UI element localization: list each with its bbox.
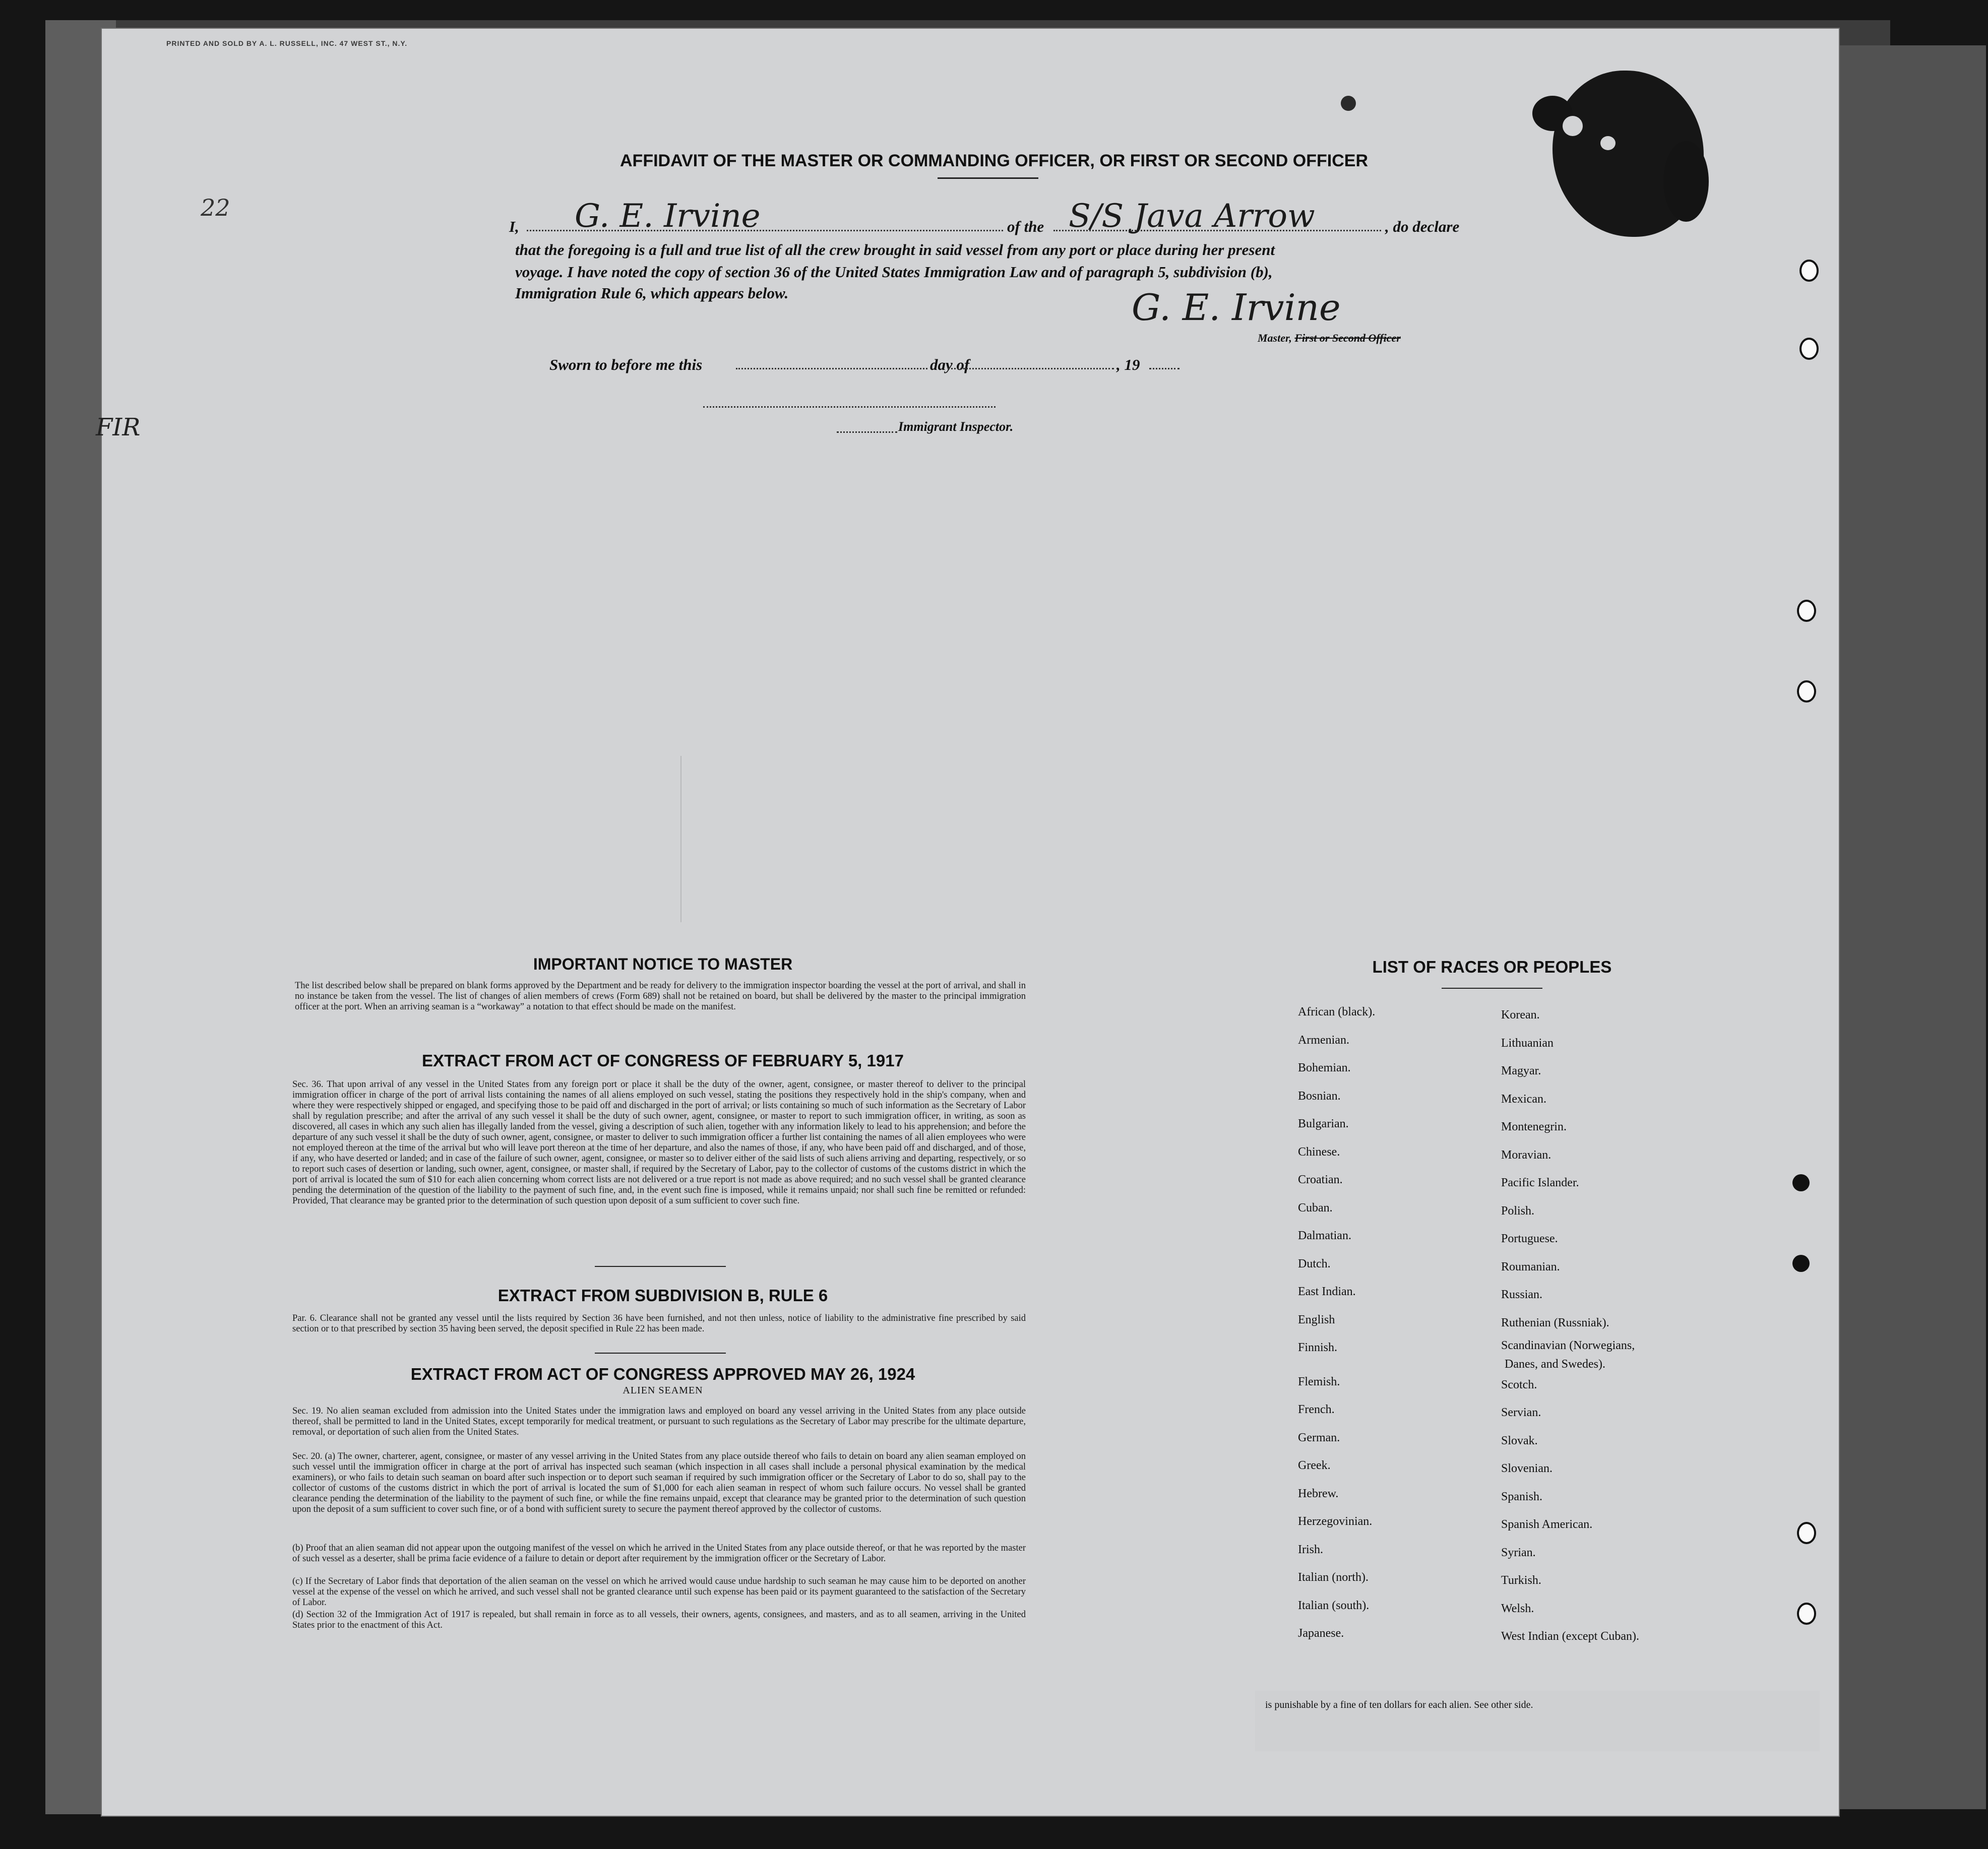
race-item-left: Herzegovinian. — [1298, 1515, 1373, 1528]
sec-20a-text: Sec. 20. (a) The owner, charterer, agent, consignee, or master of any vessel arriving in the United States from any place outside thereof who fails to detain on board any alien seaman employed on such vessel until the immigration officer in charge at the port of arrival has inspected such seaman (which inspection in all cases shall include a personal physical examination by the medical examiners), or who fails to detain such seaman on board after such inspection or to deport such seaman if required by such immigration officer or the Secretary of Labor to do so, shall pay to the collector of customs of the customs district in which the port of arrival is located the sum of $1,000 for each alien seaman in respect of whom such failure occurs. No vessel shall be granted clearance pending the determination of the liability to the payment of such fine, or while the fine remains unpaid, except that clearance may be granted prior to the determination of such question upon the deposit of a sum sufficient to cover such fine, or of a bond with sufficient surety to secure the payment thereof approved by the collector of customs. — [292, 1451, 1026, 1514]
race-item-right: Korean. — [1501, 1008, 1540, 1022]
race-item-right: Ruthenian (Russniak). — [1501, 1316, 1609, 1329]
binder-hole — [1797, 680, 1816, 703]
race-item-right: Mexican. — [1501, 1092, 1546, 1106]
race-item-left: Cuban. — [1298, 1201, 1333, 1215]
vessel-name-handwritten: S/S Java Arrow — [1069, 198, 1315, 235]
race-item-right: Pacific Islander. — [1501, 1176, 1579, 1189]
binder-hole — [1797, 1522, 1816, 1544]
affidavit-line-4: Immigration Rule 6, which appears below. — [515, 284, 789, 302]
notice-body: The list described below shall be prepared on blank forms approved by the Department and be ready for delivery to the immigration inspector boarding the vessel at the port of arrival, and shall in no instance be taken from the vessel. The list of changes of alien members of crews (Form 689) shall not be retained on board, but shall be delivered by the master to the principal immigration officer at the port. When an arriving seaman is a “workaway” a notation to that effect should be made on the manifest. — [295, 981, 1026, 1012]
race-item-left: Irish. — [1298, 1543, 1323, 1556]
race-item-left: French. — [1298, 1403, 1335, 1416]
underlying-page-right — [1835, 45, 1986, 1809]
race-item-right: Lithuanian — [1501, 1036, 1554, 1050]
sec-19-text: Sec. 19. No alien seaman excluded from admission into the United States under the immigration laws and employed on board any vessel arriving in the United States from any place outside thereof, shall be permitted to land in the United States, except temporarily for medical treatment, or pursuant to such regulations as the Secretary of Labor may prescribe for the ultimate departure, removal, or deportation of such alien from the United States. — [292, 1406, 1026, 1437]
sec-20d-text: (d) Section 32 of the Immigration Act of 1917 is repealed, but shall remain in force as to all vessels, their owners, agents, consignees, and masters, and as to all seamen, arriving in the United States prior to the enactment of this Act. — [292, 1610, 1026, 1630]
race-item-right: Moravian. — [1501, 1148, 1551, 1162]
race-item-right: Montenegrin. — [1501, 1120, 1567, 1133]
race-item-left: Finnish. — [1298, 1341, 1338, 1354]
race-item-left: Chinese. — [1298, 1145, 1340, 1159]
race-item-left: Greek. — [1298, 1459, 1331, 1472]
of-the-label: of the — [1007, 218, 1044, 235]
extract-1924-subtitle: ALIEN SEAMEN — [623, 1385, 703, 1396]
stain-gap — [1600, 136, 1616, 150]
race-item-left: English — [1298, 1313, 1335, 1326]
race-item-left: East Indian. — [1298, 1285, 1356, 1298]
race-item-right: Polish. — [1501, 1204, 1535, 1218]
race-item-left: Italian (south). — [1298, 1599, 1370, 1612]
race-item-left: German. — [1298, 1431, 1340, 1444]
race-item-left: Bulgarian. — [1298, 1117, 1349, 1130]
race-item-right: Russian. — [1501, 1288, 1543, 1301]
ink-stain-part — [1663, 141, 1709, 222]
extract-rule6-title: EXTRACT FROM SUBDIVISION B, RULE 6 — [498, 1286, 828, 1305]
extract-1917-body: Sec. 36. That upon arrival of any vessel in the United States from any foreign port or place it shall be the duty of the owner, agent, consignee, or master thereof to deliver to the principal immigration officer in charge of the port of arrival lists containing the names of all aliens employed on such vessel, stating the positions they respectively hold in the ship's company, when and where they were respectively shipped or engaged, and specifying those to be paid off and discharged in the port of arrival; or lists containing so much of such information as the Secretary of Labor shall by regulation prescribe; and after the arrival of any such vessel it shall be the duty of such owner, agent, consignee, or master to report to such immigration officer, in writing, as soon as discovered, all cases in which any such alien has illegally landed from the vessel, giving a description of such alien, together with any information likely to lead to his apprehension; and before the departure of any such vessel it shall be the duty of such owner, agent, consignee, or master to deliver to such immigration officer a further list containing the names of all alien employees who were not employed thereon at the time of the arrival but who will leave port thereon at the time of her departure, and also the names of those, if any, who have been paid off and discharged, and of those, if any, who have deserted or landed; and in case of the failure of such owner, agent, consignee, or master so to deliver either of the said lists of such aliens arriving and departing, respectively, or so to report such cases of desertion or landing, such owner, agent, consignee, or master shall, if required by the Secretary of Labor, pay to the collector of customs of the customs district in which the port of arrival is located the sum of $10 for each alien concerning whom correct lists are not delivered or a true report is not made as above required; and no such vessel shall be granted clearance pending the determination of the question of the liability to the payment of such fine, and, in the event such fine is imposed, while it remains unpaid; nor shall such fine be remitted or refunded: Provided, That clearance may be granted prior to the determination of such question upon deposit of a sum sufficient to cover such fine. — [292, 1079, 1026, 1206]
section-rule — [595, 1266, 726, 1267]
printer-line: PRINTED AND SOLD BY A. L. RUSSELL, INC. 47 WEST ST., N.Y. — [166, 39, 408, 47]
sworn-month-line — [948, 368, 1114, 369]
race-item-right: West Indian (except Cuban). — [1501, 1630, 1639, 1643]
race-item-left: Dutch. — [1298, 1257, 1331, 1270]
sworn-year-line — [1149, 368, 1179, 369]
master-label: Master, — [1258, 332, 1292, 344]
race-item-left: Armenian. — [1298, 1033, 1349, 1047]
margin-fir-mark: FIR — [96, 413, 141, 441]
inspector-label: Immigrant Inspector. — [898, 419, 1014, 434]
extract-1917-title: EXTRACT FROM ACT OF CONGRESS OF FEBRUARY 5, 1917 — [422, 1051, 904, 1070]
master-title-line — [1258, 332, 1401, 345]
year-label: , 19 — [1116, 356, 1140, 373]
sworn-label: Sworn to before me this — [549, 356, 703, 373]
affidavit-title: AFFIDAVIT OF THE MASTER OR COMMANDING OFFICER, OR FIRST OR SECOND OFFICER — [620, 151, 1368, 170]
day-of-label: day of — [930, 356, 970, 373]
race-item-left: Dalmatian. — [1298, 1229, 1351, 1242]
binder-hole — [1799, 338, 1819, 360]
race-item-right: Scotch. — [1501, 1378, 1537, 1391]
master-signature: G. E. Irvine — [1132, 286, 1341, 329]
binder-hole — [1792, 1174, 1810, 1191]
race-item-right: Syrian. — [1501, 1546, 1536, 1559]
race-item-right: Portuguese. — [1501, 1232, 1558, 1245]
race-item-right: Turkish. — [1501, 1574, 1541, 1587]
race-item-left: African (black). — [1298, 1005, 1376, 1018]
race-item-left: Italian (north). — [1298, 1571, 1369, 1584]
inspector-signature-line — [703, 406, 996, 408]
title-rule — [938, 177, 1038, 179]
races-title: LIST OF RACES OR PEOPLES — [1372, 958, 1612, 976]
affidavit-i-label: I, — [509, 218, 519, 235]
binder-hole — [1792, 1255, 1810, 1272]
race-item-right: Slovak. — [1501, 1434, 1538, 1447]
race-item-right: Roumanian. — [1501, 1260, 1560, 1273]
fold-line — [680, 756, 681, 922]
extract-rule6-body: Par. 6. Clearance shall not be granted any vessel until the lists required by Section 36 have been furnished, and not then unless, notice of liability to the administrative fine prescribed by said section or to that prescribed by section 35 having been served, the deposit specified in Rule 22 has been made. — [292, 1313, 1026, 1334]
race-item-left: Bosnian. — [1298, 1089, 1341, 1103]
race-item-right: Servian. — [1501, 1406, 1541, 1419]
section-rule — [595, 1353, 726, 1354]
struck-officer-label: First or Second Officer — [1294, 332, 1401, 344]
notice-title: IMPORTANT NOTICE TO MASTER — [533, 955, 793, 973]
binder-hole — [1797, 1603, 1816, 1625]
race-item-left: Flemish. — [1298, 1375, 1340, 1388]
margin-number: 22 — [201, 194, 230, 221]
race-item-right: Scandinavian (Norwegians, — [1501, 1339, 1635, 1352]
race-item-right: Spanish. — [1501, 1490, 1543, 1503]
affidavit-line-3: voyage. I have noted the copy of section 36 of the United States Immigration Law and of paragraph 5, subdivision (b), — [515, 263, 1273, 281]
sworn-day-line — [736, 368, 927, 369]
race-item-right: Welsh. — [1501, 1602, 1534, 1615]
race-item-right: Magyar. — [1501, 1064, 1541, 1077]
sec-20c-text: (c) If the Secretary of Labor finds that deportation of the alien seaman on the vessel on which he arrived would cause undue hardship to such seaman he may cause him to be deported on another vessel at the expense of the vessel on which he arrived, and such vessel shall not be granted clearance until such expense has been paid or its payment guaranteed to the satisfaction of the Secretary of Labor. — [292, 1576, 1026, 1608]
race-item-left: Japanese. — [1298, 1627, 1344, 1640]
ink-dot — [1341, 96, 1356, 111]
race-item-left: Bohemian. — [1298, 1061, 1351, 1074]
race-item-right: Slovenian. — [1501, 1462, 1552, 1475]
race-scandinavian-cont: Danes, and Swedes). — [1505, 1358, 1605, 1371]
inspector-lead-line — [837, 431, 897, 433]
race-item-right: Spanish American. — [1501, 1518, 1593, 1531]
do-declare-label: , do declare — [1385, 218, 1460, 235]
races-title-rule — [1442, 988, 1542, 989]
binder-hole — [1799, 260, 1819, 282]
race-item-left: Hebrew. — [1298, 1487, 1339, 1500]
sec-20b-text: (b) Proof that an alien seaman did not appear upon the outgoing manifest of the vessel on which he arrived in the United States from any place outside thereof, or that he was reported by the master of such vessel as a deserter, shall be prima facie evidence of a failure to detain or deport after requirement by the immigration officer or the Secretary of Labor. — [292, 1543, 1026, 1564]
master-name-handwritten: G. E. Irvine — [575, 198, 761, 235]
race-item-left: Croatian. — [1298, 1173, 1343, 1186]
stain-gap — [1563, 116, 1583, 136]
extract-1924-title: EXTRACT FROM ACT OF CONGRESS APPROVED MAY 26, 1924 — [410, 1365, 915, 1383]
affidavit-line-2: that the foregoing is a full and true list of all the crew brought in said vessel from any port or place during her present — [515, 241, 1275, 259]
footer-fine-notice: is punishable by a fine of ten dollars for each alien. See other side. — [1265, 1699, 1533, 1710]
binder-hole — [1797, 600, 1816, 622]
